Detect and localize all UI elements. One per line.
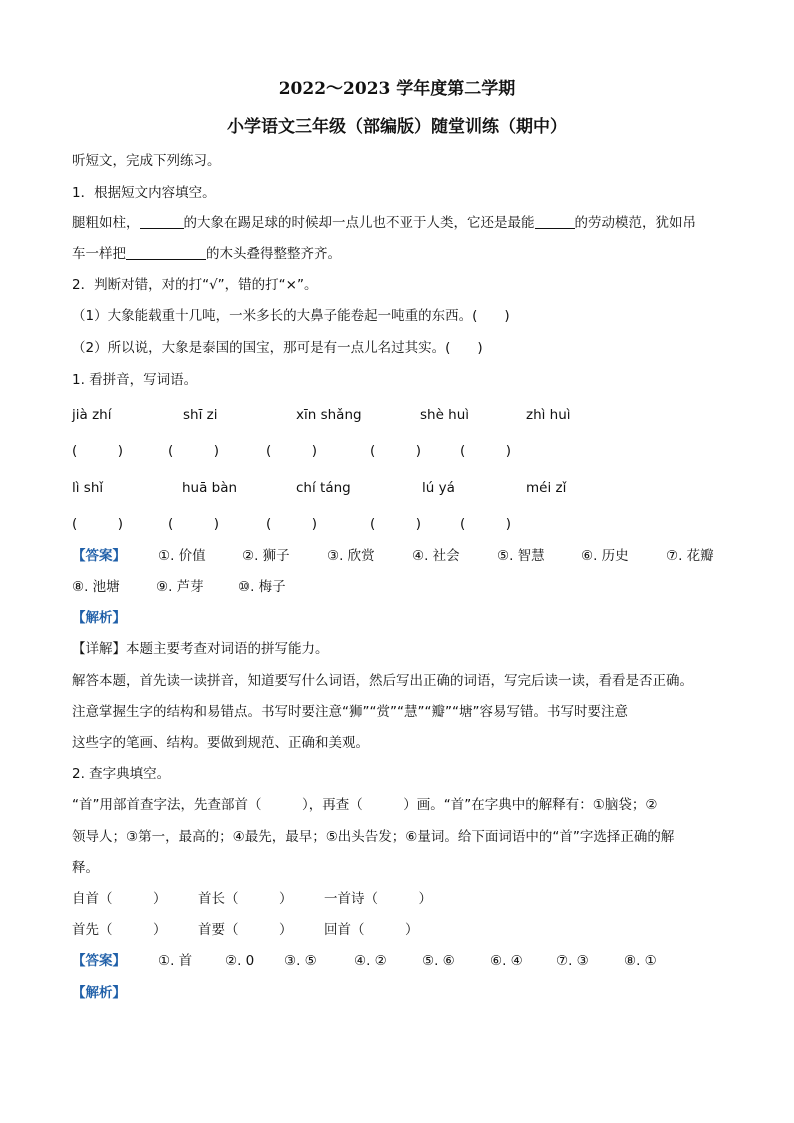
dictionary-text: 释。 (72, 860, 99, 876)
pinyin-word: shè huì (420, 407, 470, 423)
answer-item: ⑤. 智慧 (497, 548, 545, 564)
pinyin-word: zhì huì (526, 407, 571, 423)
answer-item: ①. 价值 (158, 548, 206, 564)
answer-item: ⑤. ⑥ (422, 953, 455, 969)
pinyin-word: shī zi (183, 407, 218, 423)
pinyin-word: xīn shǎng (296, 407, 362, 423)
word-choice[interactable]: 一首诗（ ） (324, 891, 432, 907)
answer-item: ⑩. 梅子 (238, 579, 286, 595)
pinyin-heading: 1. 看拼音，写词语。 (72, 372, 198, 388)
answer-item: ③. 欣赏 (327, 548, 375, 564)
word-choice[interactable]: 回首（ ） (324, 922, 419, 938)
pinyin-word: chí táng (296, 480, 351, 496)
word-choice[interactable]: 首长（ ） (198, 891, 293, 907)
judge-statement-2: （2）所以说，大象是泰国的国宝，那可是有一点儿名过其实。( ) (72, 340, 483, 356)
fill-blank-line-1 (72, 213, 722, 233)
analysis-label: 【解析】 (72, 610, 126, 626)
answer-blank[interactable]: ( ) (266, 516, 318, 532)
pinyin-word: lì shǐ (72, 480, 104, 496)
answer-item: ⑦. 花瓣 (666, 548, 714, 564)
answer-item: ⑥. 历史 (581, 548, 629, 564)
answer-blank[interactable]: ( ) (370, 516, 422, 532)
answer-blank[interactable]: ( ) (460, 443, 512, 459)
answer-blank[interactable]: ( ) (370, 443, 422, 459)
answer-blank[interactable]: ( ) (72, 516, 124, 532)
analysis-paragraph: 解答本题，首先读一读拼音，知道要写什么词语，然后写出正确的词语，写完后读一读，看看是否正确。 (72, 673, 693, 689)
answer-blank[interactable]: ( ) (72, 443, 124, 459)
word-choice[interactable]: 首要（ ） (198, 922, 293, 938)
fill-text: 的劳动模范，犹如吊 (574, 215, 696, 231)
listening-intro: 听短文，完成下列练习。 (72, 153, 221, 169)
analysis-paragraph: 这些字的笔画、结构。要做到规范、正确和美观。 (72, 735, 369, 751)
answer-blank[interactable]: ( ) (460, 516, 512, 532)
question-1: 1．根据短文内容填空。 (72, 185, 216, 201)
fill-text: 的木头叠得整整齐齐。 (206, 246, 341, 262)
answer-item: ②. 狮子 (242, 548, 290, 564)
analysis-label: 【解析】 (72, 985, 126, 1001)
pinyin-word: lú yá (422, 480, 455, 496)
answer-blank[interactable] (535, 214, 575, 229)
answer-blank[interactable]: ( ) (266, 443, 318, 459)
dictionary-heading: 2. 查字典填空。 (72, 766, 171, 782)
answer-blank[interactable] (140, 214, 184, 229)
answer-label: 【答案】 (72, 953, 126, 969)
answer-item: ⑧. 池塘 (72, 579, 120, 595)
answer-item: ⑧. ① (624, 953, 657, 969)
answer-item: ②. 0 (225, 953, 255, 969)
pinyin-word: huā bàn (182, 480, 238, 496)
word-choice[interactable]: 首先（ ） (72, 922, 167, 938)
fill-text: 腿粗如柱， (72, 215, 140, 231)
answer-label: 【答案】 (72, 548, 126, 564)
detail-text: 【详解】本题主要考查对词语的拼写能力。 (72, 641, 329, 657)
fill-blank-line-2 (72, 244, 722, 264)
pinyin-word: méi zǐ (526, 480, 567, 496)
fill-text: 车一样把 (72, 246, 126, 262)
question-2: 2．判断对错，对的打“√”，错的打“×”。 (72, 277, 318, 293)
word-choice[interactable]: 自首（ ） (72, 891, 167, 907)
answer-blank[interactable]: ( ) (168, 516, 220, 532)
answer-item: ⑥. ④ (490, 953, 523, 969)
pinyin-word: jià zhí (72, 407, 112, 423)
judge-statement-1: （1）大象能载重十几吨，一米多长的大鼻子能卷起一吨重的东西。( ) (72, 308, 510, 324)
fill-text: 的大象在踢足球的时候却一点儿也不亚于人类，它还是最能 (183, 215, 535, 231)
dictionary-text: “首”用部首查字法，先查部首（ ），再查（ ）画。“首”在字典中的解释有：①脑袋；② (72, 797, 658, 813)
analysis-paragraph: 注意掌握生字的结构和易错点。书写时要注意“狮”“赏”“慧”“瓣”“塘”容易写错。书写时要注意 (72, 704, 628, 720)
answer-blank[interactable]: ( ) (168, 443, 220, 459)
answer-item: ③. ⑤ (284, 953, 317, 969)
page-title: 2022～2023 学年度第二学期 (278, 79, 516, 99)
page-subtitle: 小学语文三年级（部编版）随堂训练（期中） (227, 117, 567, 137)
dictionary-text: 领导人；③第一，最高的；④最先，最早；⑤出头告发；⑥量词。给下面词语中的“首”字选择正确的解 (72, 829, 675, 845)
answer-item: ①. 首 (158, 953, 193, 969)
answer-blank[interactable] (126, 245, 206, 260)
answer-item: ④. 社会 (412, 548, 460, 564)
answer-item: ⑦. ③ (556, 953, 589, 969)
answer-item: ④. ② (354, 953, 387, 969)
answer-item: ⑨. 芦芽 (156, 579, 204, 595)
